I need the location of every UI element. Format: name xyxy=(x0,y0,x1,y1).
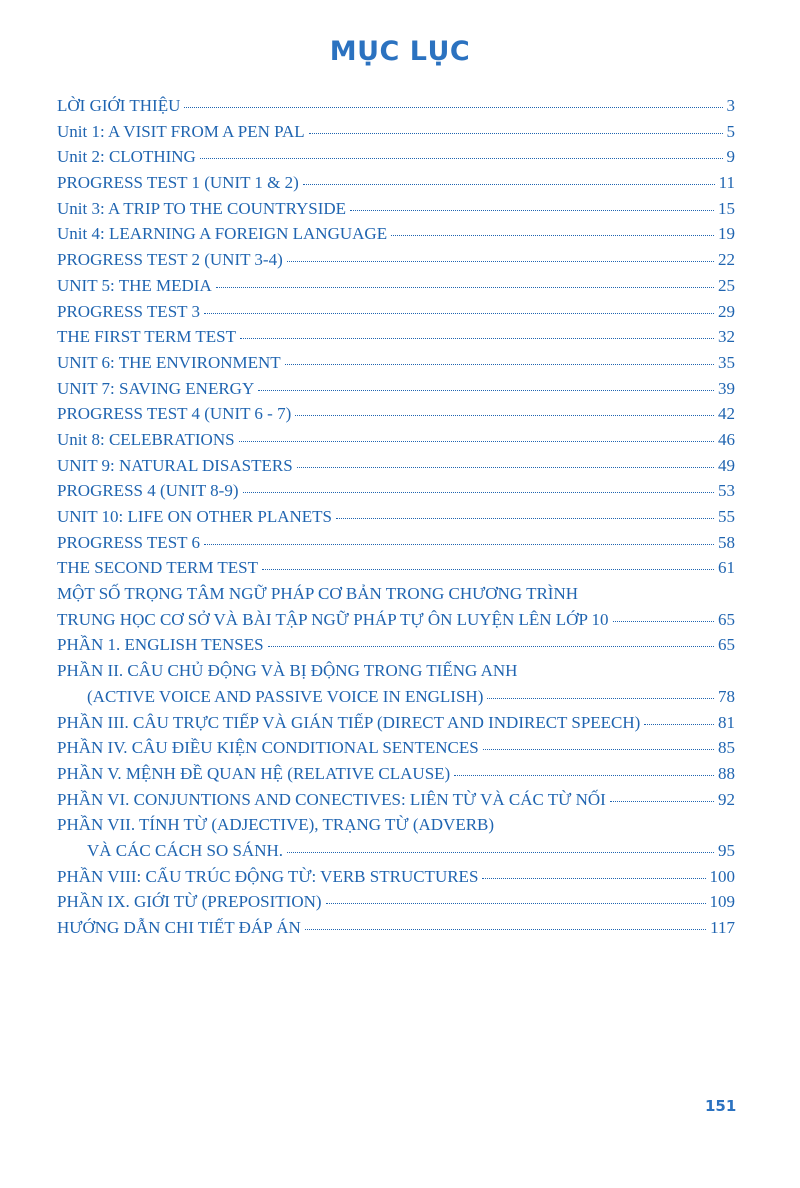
toc-entry-label: PHẦN VI. CONJUNTIONS AND CONECTIVES: LIÊN TỪ VÀ CÁC TỪ NỐI xyxy=(57,789,606,809)
toc-entry-label: THE FIRST TERM TEST xyxy=(57,327,236,347)
toc-entry-page: 109 xyxy=(709,892,735,912)
toc-entry-page: 39 xyxy=(718,378,735,398)
toc-entry xyxy=(57,735,735,761)
toc-entry-label: PHẦN III. CÂU TRỰC TIẾP VÀ GIÁN TIẾP (DIRECT AND INDIRECT SPEECH) xyxy=(57,712,641,732)
toc-entry-page: 61 xyxy=(718,558,735,578)
toc-entry-page: 100 xyxy=(709,866,735,886)
toc-entry-label: PROGRESS TEST 2 (UNIT 3-4) xyxy=(57,250,283,270)
toc-entry xyxy=(57,555,735,581)
dot-leader xyxy=(487,695,714,699)
toc-entry xyxy=(57,247,735,273)
dot-leader xyxy=(305,926,706,930)
toc-entry xyxy=(57,93,735,119)
dot-leader xyxy=(216,284,714,288)
toc-entry-page: 32 xyxy=(718,327,735,347)
toc-entry-page: 81 xyxy=(718,712,735,732)
toc-entry xyxy=(57,478,735,504)
toc-entry xyxy=(57,427,735,453)
toc-entry xyxy=(57,710,735,736)
dot-leader xyxy=(454,772,714,776)
toc-entry-page: 49 xyxy=(718,455,735,475)
toc-entry-label: (ACTIVE VOICE AND PASSIVE VOICE IN ENGLISH) xyxy=(87,686,484,706)
toc-entry-label: THE SECOND TERM TEST xyxy=(57,558,259,578)
toc-entry-page: 19 xyxy=(718,224,735,244)
dot-leader xyxy=(610,798,714,802)
toc-entry-heading-line: MỘT SỐ TRỌNG TÂM NGỮ PHÁP CƠ BẢN TRONG CHƯƠNG TRÌNH xyxy=(57,584,579,604)
toc-entry-page: 15 xyxy=(718,198,735,218)
dot-leader xyxy=(309,130,723,134)
toc-entry-page: 22 xyxy=(718,250,735,270)
toc-entry-page: 9 xyxy=(726,147,735,167)
dot-leader xyxy=(483,746,714,750)
toc-entry xyxy=(57,607,735,633)
dot-leader xyxy=(285,361,714,365)
dot-leader xyxy=(326,900,706,904)
toc-entry xyxy=(57,324,735,350)
toc-entry xyxy=(57,530,735,556)
dot-leader xyxy=(297,464,714,468)
toc-entry xyxy=(57,504,735,530)
toc-entry-page: 46 xyxy=(718,429,735,449)
toc-entry xyxy=(57,787,735,813)
toc-entry-page: 65 xyxy=(718,609,735,629)
dot-leader xyxy=(350,207,714,211)
dot-leader xyxy=(184,104,722,108)
toc-entry-page: 11 xyxy=(718,173,735,193)
toc-entry-label: PROGRESS TEST 3 xyxy=(57,301,200,321)
toc-entry-label: UNIT 9: NATURAL DISASTERS xyxy=(57,455,293,475)
toc-entry-label: Unit 2: CLOTHING xyxy=(57,147,196,167)
toc-entry-label: UNIT 7: SAVING ENERGY xyxy=(57,378,255,398)
toc-entry-page: 88 xyxy=(718,763,735,783)
dot-leader xyxy=(391,232,714,236)
dot-leader xyxy=(303,181,715,185)
dot-leader xyxy=(613,618,714,622)
toc-entry xyxy=(57,838,735,864)
toc-entry-heading-line: PHẦN II. CÂU CHỦ ĐỘNG VÀ BỊ ĐỘNG TRONG TIẾNG ANH xyxy=(57,661,518,681)
toc-entry-page: 95 xyxy=(718,840,735,860)
toc-entry-label: LỜI GIỚI THIỆU xyxy=(57,96,181,115)
toc-entry-label: PROGRESS TEST 4 (UNIT 6 - 7) xyxy=(57,404,292,424)
toc-entry-page: 3 xyxy=(726,96,735,115)
dot-leader xyxy=(336,515,714,519)
toc-entry-label: HƯỚNG DẪN CHI TIẾT ĐÁP ÁN xyxy=(57,918,301,937)
toc-entry-label: PHẦN V. MỆNH ĐỀ QUAN HỆ (RELATIVE CLAUSE) xyxy=(57,763,451,783)
dot-leader xyxy=(204,310,714,314)
table-of-contents xyxy=(57,93,735,941)
toc-entry xyxy=(57,119,735,145)
toc-entry xyxy=(57,684,735,710)
toc-entry xyxy=(57,401,735,427)
toc-entry xyxy=(57,350,735,376)
toc-entry-label: PROGRESS TEST 1 (UNIT 1 & 2) xyxy=(57,173,299,193)
dot-leader xyxy=(258,387,714,391)
page-title: MỤC LỤC xyxy=(329,36,471,67)
dot-leader xyxy=(644,721,714,725)
toc-entry-label: Unit 3: A TRIP TO THE COUNTRYSIDE xyxy=(57,198,347,218)
toc-entry-label: PROGRESS 4 (UNIT 8-9) xyxy=(57,481,239,501)
dot-leader xyxy=(262,566,714,570)
dot-leader xyxy=(287,849,714,853)
toc-entry-label: TRUNG HỌC CƠ SỞ VÀ BÀI TẬP NGỮ PHÁP TỰ ÔN LUYỆN LÊN LỚP 10 xyxy=(57,609,609,629)
toc-entry-label: PHẦN VIII: CẤU TRÚC ĐỘNG TỪ: VERB STRUCTURES xyxy=(57,866,479,886)
toc-entry-page: 55 xyxy=(718,507,735,526)
toc-entry xyxy=(57,170,735,196)
toc-entry xyxy=(57,632,735,658)
dot-leader xyxy=(295,412,714,416)
page-number: 151 xyxy=(705,1097,737,1115)
toc-entry-page: 25 xyxy=(718,275,735,295)
toc-entry xyxy=(57,864,735,890)
toc-entry-page: 5 xyxy=(726,121,735,141)
toc-entry-page: 53 xyxy=(718,481,735,501)
toc-entry xyxy=(57,376,735,402)
dot-leader xyxy=(243,489,714,493)
dot-leader xyxy=(240,335,714,339)
toc-entry-label: Unit 8: CELEBRATIONS xyxy=(57,429,235,449)
toc-entry-label: UNIT 5: THE MEDIA xyxy=(57,275,212,295)
toc-entry-label: Unit 4: LEARNING A FOREIGN LANGUAGE xyxy=(57,224,388,244)
toc-entry xyxy=(57,196,735,222)
toc-entry-label: PHẦN IV. CÂU ĐIỀU KIỆN CONDITIONAL SENTENCES xyxy=(57,738,479,758)
toc-entry-page: 42 xyxy=(718,404,735,424)
toc-entry xyxy=(57,453,735,479)
toc-entry-label: PHẦN 1. ENGLISH TENSES xyxy=(57,635,264,655)
toc-entry-label: PHẦN IX. GIỚI TỪ (PREPOSITION) xyxy=(57,892,322,912)
toc-entry-page: 92 xyxy=(718,789,735,809)
toc-entry-page: 117 xyxy=(710,918,735,937)
toc-entry xyxy=(57,299,735,325)
toc-entry-page: 29 xyxy=(718,301,735,321)
toc-entry-label: Unit 1: A VISIT FROM A PEN PAL xyxy=(57,121,305,141)
toc-entry-label: UNIT 10: LIFE ON OTHER PLANETS xyxy=(57,507,332,526)
dot-leader xyxy=(239,438,714,442)
toc-entry-page: 58 xyxy=(718,532,735,552)
toc-entry-page: 85 xyxy=(718,738,735,758)
dot-leader xyxy=(287,258,714,262)
toc-entry-page: 65 xyxy=(718,635,735,655)
toc-entry xyxy=(57,915,735,941)
dot-leader xyxy=(482,875,705,879)
toc-entry-heading-line: PHẦN VII. TÍNH TỪ (ADJECTIVE), TRẠNG TỪ (ADVERB) xyxy=(57,815,495,835)
toc-entry xyxy=(57,761,735,787)
toc-entry-label: PROGRESS TEST 6 xyxy=(57,532,200,552)
dot-leader xyxy=(200,155,723,159)
toc-entry xyxy=(57,273,735,299)
dot-leader xyxy=(268,643,714,647)
toc-entry xyxy=(57,889,735,915)
toc-entry-page: 78 xyxy=(718,686,735,706)
toc-entry xyxy=(57,221,735,247)
dot-leader xyxy=(204,541,714,545)
toc-entry-label: UNIT 6: THE ENVIRONMENT xyxy=(57,352,281,372)
toc-entry-page: 35 xyxy=(718,352,735,372)
toc-entry xyxy=(57,144,735,170)
toc-entry-label: VÀ CÁC CÁCH SO SÁNH. xyxy=(87,840,284,860)
